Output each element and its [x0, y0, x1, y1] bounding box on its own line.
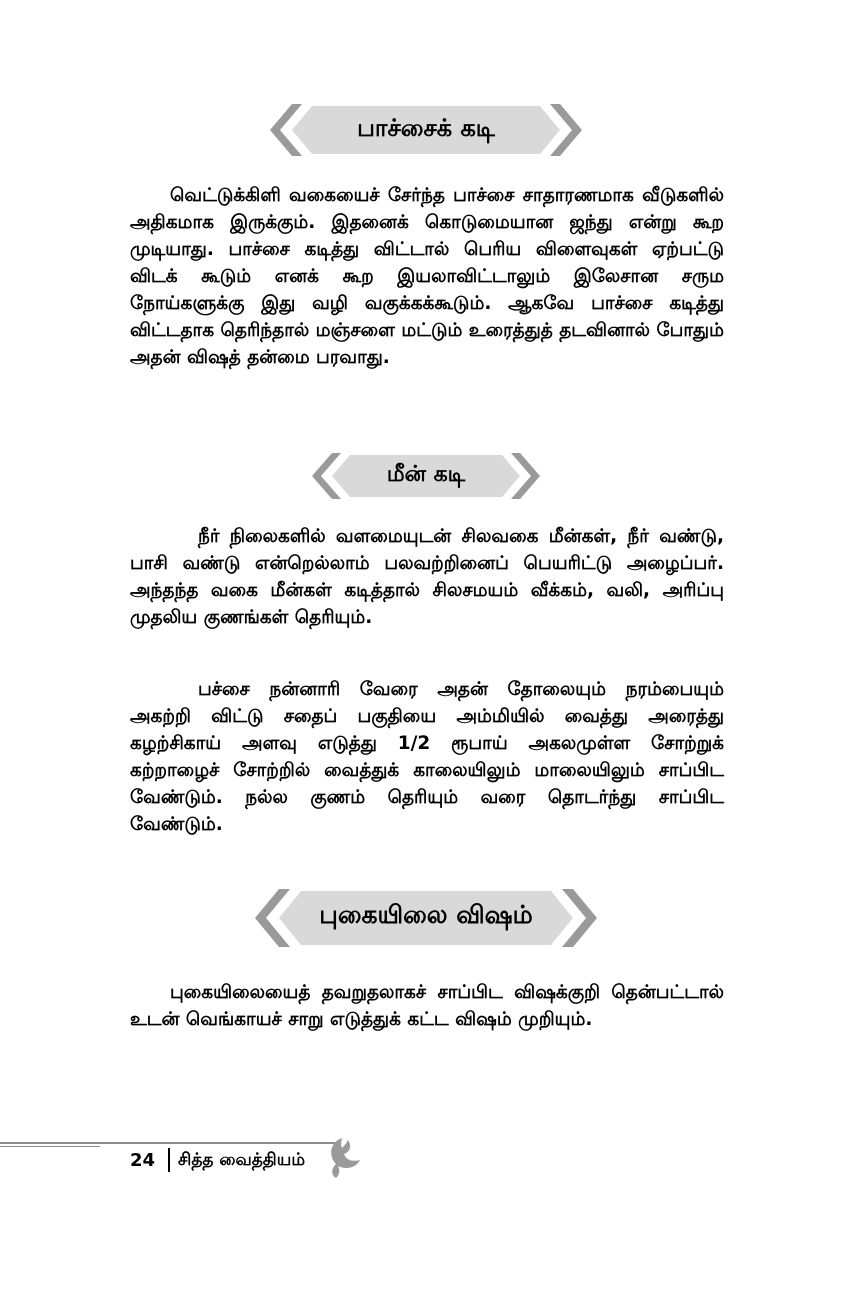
section-banner-1 — [0, 102, 852, 158]
section-1-text: வெட்டுக்கிளி வகையைச் சேர்ந்த பாச்சை சாதாரணமாக வீடுகளில் அதிகமாக இருக்கும். இதனைக் கொடுமையான ஜந்து என்று கூற முடியாது. பாச்சை கடித்து விட்டால் பெரிய விளைவுகள் ஏற்பட்டு விடக் கூடும் எனக் கூற இயலாவிட்டாலும் இலேசான சரும நோய்களுக்கு இது வழி வகுக்கக்கூடும். ஆகவே பாச்சை கடித்து விட்டதாக தெரிந்தால் மஞ்சளை மட்டும் உரைத்துத் தடவினால் போதும் அதன் விஷத் தன்மை பரவாது. — [130, 185, 724, 368]
section-2-paragraph-2 — [130, 676, 724, 838]
section-3-text: புகையிலையைத் தவறுதலாகச் சாப்பிட விஷக்குறி தென்பட்டால் உடன் வெங்காயச் சாறு எடுத்துக் கட்ட விஷம் முறியும். — [130, 982, 724, 1030]
section-2-text-2: பச்சை நன்னாரி வேரை அதன் தோலையும் நரம்பையும் அகற்றி விட்டு சதைப் பகுதியை அம்மியில் வைத்து அரைத்து கழற்சிகாய் அளவு எடுத்து 1/2 ரூபாய் அகலமுள்ள சோற்றுக் கற்றாழைச் சோற்றில் வைத்துக் காலையிலும் மாலையிலும் சாப்பிட வேண்டும். நல்ல குணம் தெரியும் வரை தொடர்ந்து சாப்பிட வேண்டும். — [130, 679, 724, 835]
section-heading-1: பாச்சைக் கடி — [357, 114, 495, 142]
footer-divider — [168, 1148, 170, 1172]
book-title: சித்த வைத்தியம் — [178, 1150, 305, 1170]
footer-rule-secondary — [0, 1146, 100, 1147]
footer-rule — [0, 1142, 338, 1144]
section-banner-3 — [0, 887, 852, 949]
section-banner-2 — [0, 451, 852, 501]
section-1-paragraph — [130, 182, 724, 371]
section-heading-3: புகையிலை விஷம் — [319, 900, 533, 929]
section-2-paragraph-1 — [130, 523, 724, 631]
section-2-text-1: நீர் நிலைகளில் வளமையுடன் சிலவகை மீன்கள், நீர் வண்டு, பாசி வண்டு என்றெல்லாம் பலவற்றினைப் பெயரிட்டு அழைப்பர். அந்தந்த வகை மீன்கள் கடித்தால் சிலசமயம் வீக்கம், வலி, அரிப்பு முதலிய குணங்கள் தெரியும். — [130, 526, 724, 628]
section-heading-2: மீன் கடி — [386, 462, 466, 487]
section-3-paragraph — [130, 979, 724, 1033]
page-number: 24 — [130, 1150, 156, 1171]
ornament-icon — [322, 1134, 364, 1184]
